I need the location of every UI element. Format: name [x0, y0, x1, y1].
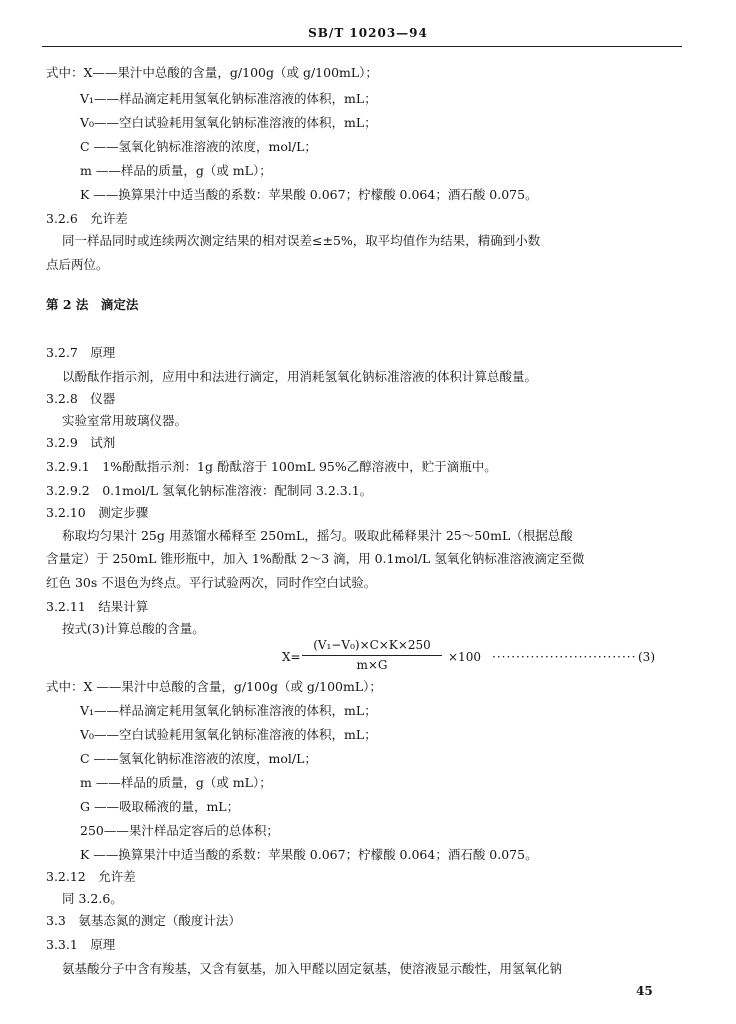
formula-number: (3)	[638, 650, 655, 664]
page-number: 45	[636, 984, 653, 998]
formula-3	[282, 638, 702, 674]
definition-250: 250——果汁样品定容后的总体积；	[80, 823, 279, 838]
paragraph-line: 点后两位。	[46, 257, 109, 272]
section-heading-3-2-11: 3.2.11 结果计算	[46, 599, 149, 614]
formula-tail: ×100	[448, 650, 481, 664]
paragraph-line: 实验室常用玻璃仪器。	[62, 413, 188, 428]
where-clause-intro: 式中：X ——果汁中总酸的含量，g/100g（或 g/100mL）；	[46, 679, 382, 694]
definition-v0: V₀——空白试验耗用氢氧化钠标准溶液的体积，mL；	[80, 115, 377, 130]
method-heading: 第 2 法 滴定法	[46, 297, 139, 312]
paragraph-line: 同 3.2.6。	[62, 891, 123, 906]
definition-v1: V₁——样品滴定耗用氢氧化钠标准溶液的体积，mL；	[80, 703, 377, 718]
definition-k: K ——换算果汁中适当酸的系数：苹果酸 0.067；柠檬酸 0.064；酒石酸 0.075。	[80, 187, 538, 202]
formula-denominator: m×G	[356, 658, 388, 672]
section-heading-3-3-1: 3.3.1 原理	[46, 937, 116, 952]
paragraph-line: 氨基酸分子中含有羧基，又含有氨基，加入甲醛以固定氨基，使溶液显示酸性，用氢氧化钠	[62, 961, 563, 976]
definition-m: m ——样品的质量，g（或 mL）；	[80, 163, 272, 178]
definition-g: G ——吸取稀液的量，mL；	[80, 799, 240, 814]
definition-m: m ——样品的质量，g（或 mL）；	[80, 775, 272, 790]
formula-lhs: X=	[282, 650, 301, 664]
section-heading-3-2-7: 3.2.7 原理	[46, 345, 116, 360]
fraction-bar	[302, 655, 442, 656]
definition-v1: V₁——样品滴定耗用氢氧化钠标准溶液的体积，mL；	[80, 91, 377, 106]
paragraph-line: 按式(3)计算总酸的含量。	[62, 621, 205, 636]
formula-numerator: (V₁−V₀)×C×K×250	[313, 638, 431, 652]
formula-leader-dots: ······························	[492, 650, 637, 664]
section-heading-3-2-8: 3.2.8 仪器	[46, 391, 116, 406]
paragraph-line: 同一样品同时或连续两次测定结果的相对误差≤±5%，取平均值作为结果，精确到小数	[62, 233, 541, 248]
header-rule	[42, 46, 682, 47]
definition-c: C ——氢氧化钠标准溶液的浓度，mol/L；	[80, 139, 317, 154]
subsection-3-2-9-1: 3.2.9.1 1%酚酞指示剂：1g 酚酞溶于 100mL 95%乙醇溶液中，贮于滴瓶中。	[46, 459, 497, 474]
section-heading-3-2-9: 3.2.9 试剂	[46, 435, 116, 450]
paragraph-line: 红色 30s 不退色为终点。平行试验两次，同时作空白试验。	[46, 575, 377, 590]
section-heading-3-2-10: 3.2.10 测定步骤	[46, 505, 149, 520]
definition-c: C ——氢氧化钠标准溶液的浓度，mol/L；	[80, 751, 317, 766]
definition-k: K ——换算果汁中适当酸的系数：苹果酸 0.067；柠檬酸 0.064；酒石酸 0.075。	[80, 847, 538, 862]
section-heading-3-3: 3.3 氨基态氮的测定（酸度计法）	[46, 913, 241, 928]
section-heading-3-2-12: 3.2.12 允许差	[46, 869, 136, 884]
section-heading-3-2-6: 3.2.6 允许差	[46, 211, 128, 226]
standard-code-header: SB/T 10203—94	[308, 26, 428, 40]
paragraph-line: 以酚酞作指示剂，应用中和法进行滴定，用消耗氢氧化钠标准溶液的体积计算总酸量。	[62, 369, 538, 384]
where-clause-intro: 式中：X——果汁中总酸的含量，g/100g（或 g/100mL）；	[46, 65, 378, 80]
definition-v0: V₀——空白试验耗用氢氧化钠标准溶液的体积，mL；	[80, 727, 377, 742]
paragraph-line: 称取均匀果汁 25g 用蒸馏水稀释至 250mL，摇匀。吸取此稀释果汁 25～50mL（根据总酸	[62, 528, 573, 543]
subsection-3-2-9-2: 3.2.9.2 0.1mol/L 氢氧化钠标准溶液：配制同 3.2.3.1。	[46, 483, 373, 498]
paragraph-line: 含量定）于 250mL 锥形瓶中，加入 1%酚酞 2～3 滴，用 0.1mol/L 氢氧化钠标准溶液滴定至微	[46, 551, 585, 566]
